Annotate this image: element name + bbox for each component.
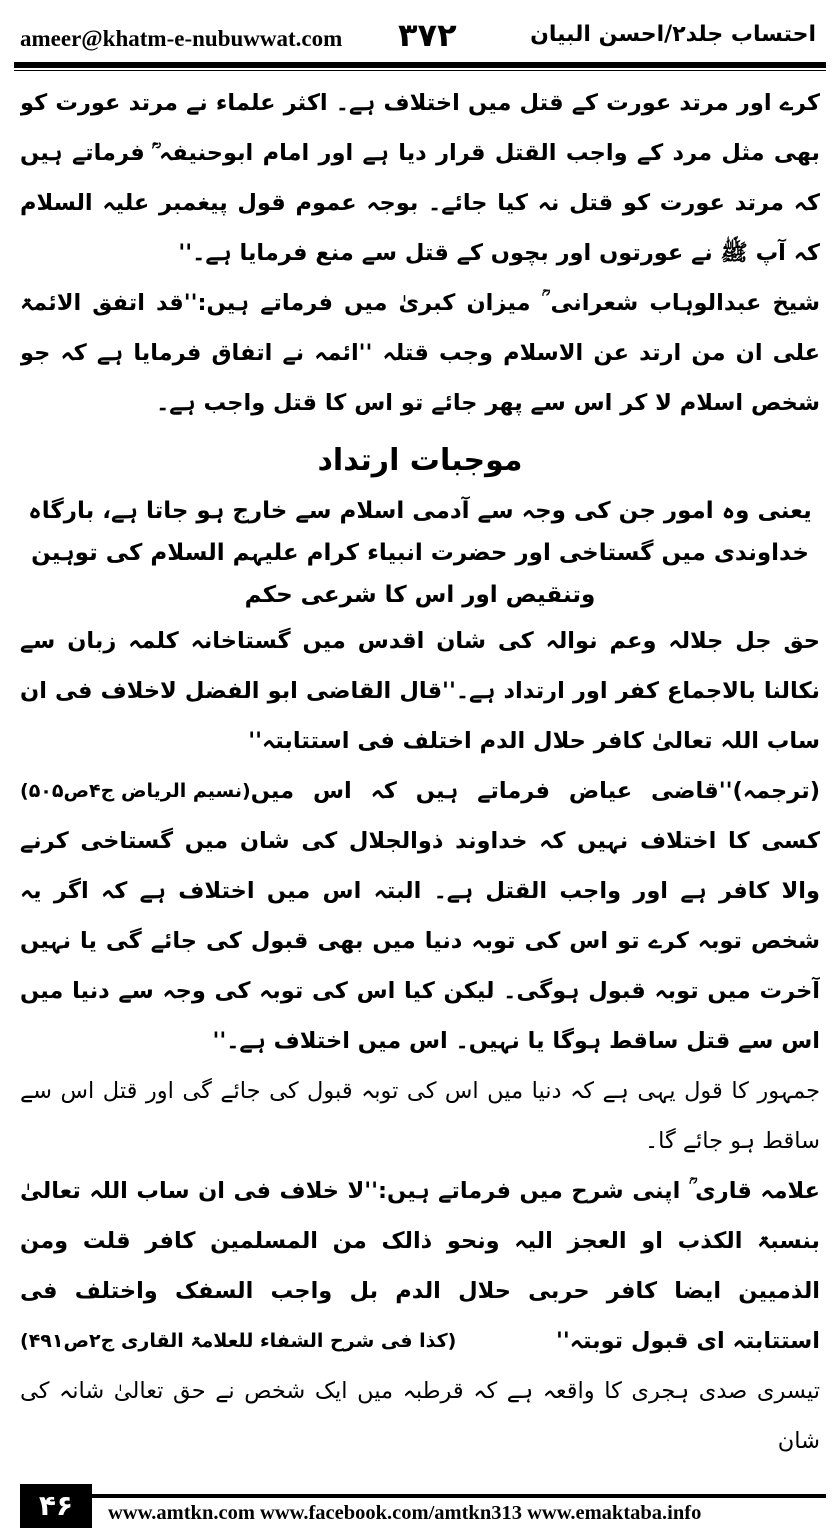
paragraph-6: [20, 1166, 820, 1366]
paragraph-6-text: علامہ قاری ؒ اپنی شرح میں فرماتے ہیں:''لا خلاف فی ان ساب اللہ تعالیٰ بنسبۃ الکذب او العجز الیہ ونحو ذالک من المسلمین کافر قلت ومن الذمیین ایضا کافر حربی حلال الدم بل واجب السفک واختلف فی استتابتہ ای قبول توبتہ'': [20, 1178, 820, 1354]
header-rule-thick: [14, 62, 826, 68]
footer-rule: [92, 1494, 826, 1498]
page-body: [20, 78, 820, 1478]
paragraph-2: شیخ عبدالوہاب شعرانی ؒ میزان کبریٰ میں فرماتے ہیں:''قد اتفق الائمۃ علی ان من ارتد عن الاسلام وجب قتلہ ''ائمہ نے اتفاق فرمایا ہے کہ جو شخص اسلام لا کر اس سے پھر جائے تو اس کا قتل واجب ہے۔: [20, 290, 820, 416]
section-heading: موجبات ارتداد: [317, 443, 523, 478]
footer-urls: www.amtkn.com www.facebook.com/amtkn313 www.emaktaba.info: [108, 1502, 702, 1524]
paragraph-3-text: حق جل جلالہ وعم نوالہ کی شان اقدس میں گستاخانہ کلمہ زبان سے نکالنا بالاجماع کفر اور ارتداد ہے۔''قال القاضی ابو الفضل لاخلاف فی ان ساب اللہ تعالیٰ کافر حلال الدم اختلف فی استتابتہ'': [20, 628, 820, 754]
paragraph-1: کرے اور مرتد عورت کے قتل میں اختلاف ہے۔ اکثر علماء نے مرتد عورت کو بھی مثل مرد کے واجب القتل قرار دیا ہے اور امام ابوحنیفہ ؒ فرماتے ہیں کہ مرتد عورت کو قتل نہ کیا جائے۔ بوجہ عموم قول پیغمبر علیہ السلام کہ آپ ﷺ نے عورتوں اور بچوں کے قتل سے منع فرمایا ہے۔'': [20, 90, 820, 266]
header-page-number: ۳۷۲: [398, 16, 457, 54]
paragraph-7: تیسری صدی ہجری کا واقعہ ہے کہ قرطبہ میں ایک شخص نے حق تعالیٰ شانہ کی شان: [20, 1378, 820, 1454]
paragraph-4: (ترجمہ)''قاضی عیاض فرماتے ہیں کہ اس میں کسی کا اختلاف نہیں کہ خداوند ذوالجلال کی شان میں گستاخی کرنے والا کافر ہے اور واجب القتل ہے۔ البتہ اس میں اختلاف ہے کہ اگر یہ شخص توبہ کرے تو اس کی توبہ دنیا میں بھی قبول کی جائے گی یا نہیں آخرت میں توبہ قبول ہوگی۔ لیکن کیا اس کی توبہ کی وجہ سے دنیا میں اس سے قتل ساقط ہوگا یا نہیں۔ اس میں اختلاف ہے۔'': [20, 778, 820, 1054]
header-rule-thin: [14, 70, 826, 71]
footer-page-number: ۴۶: [20, 1484, 92, 1528]
paragraph-3: [20, 616, 820, 802]
reference-2: (کذا فی شرح الشفاء للعلامۃ القاری ج۲ص۴۹۱): [20, 1330, 457, 1352]
paragraph-5: جمہور کا قول یہی ہے کہ دنیا میں اس کی توبہ قبول کی جائے گی اور قتل اس سے ساقط ہو جائے گا۔: [20, 1078, 820, 1154]
running-title: احتساب جلد۲/احسن البیان: [530, 22, 816, 47]
header-email: ameer@khatm-e-nubuwwat.com: [20, 26, 343, 51]
reference-1: (نسیم الریاض ج۴ص۵۰۵): [20, 780, 251, 802]
page-header: [14, 8, 826, 60]
section-subheading: یعنی وہ امور جن کی وجہ سے آدمی اسلام سے خارج ہو جاتا ہے، بارگاہ خداوندی میں گستاخی اور حضرت انبیاء کرام علیہم السلام کی توہین وتنقیص اور اس کا شرعی حکم: [28, 498, 812, 608]
